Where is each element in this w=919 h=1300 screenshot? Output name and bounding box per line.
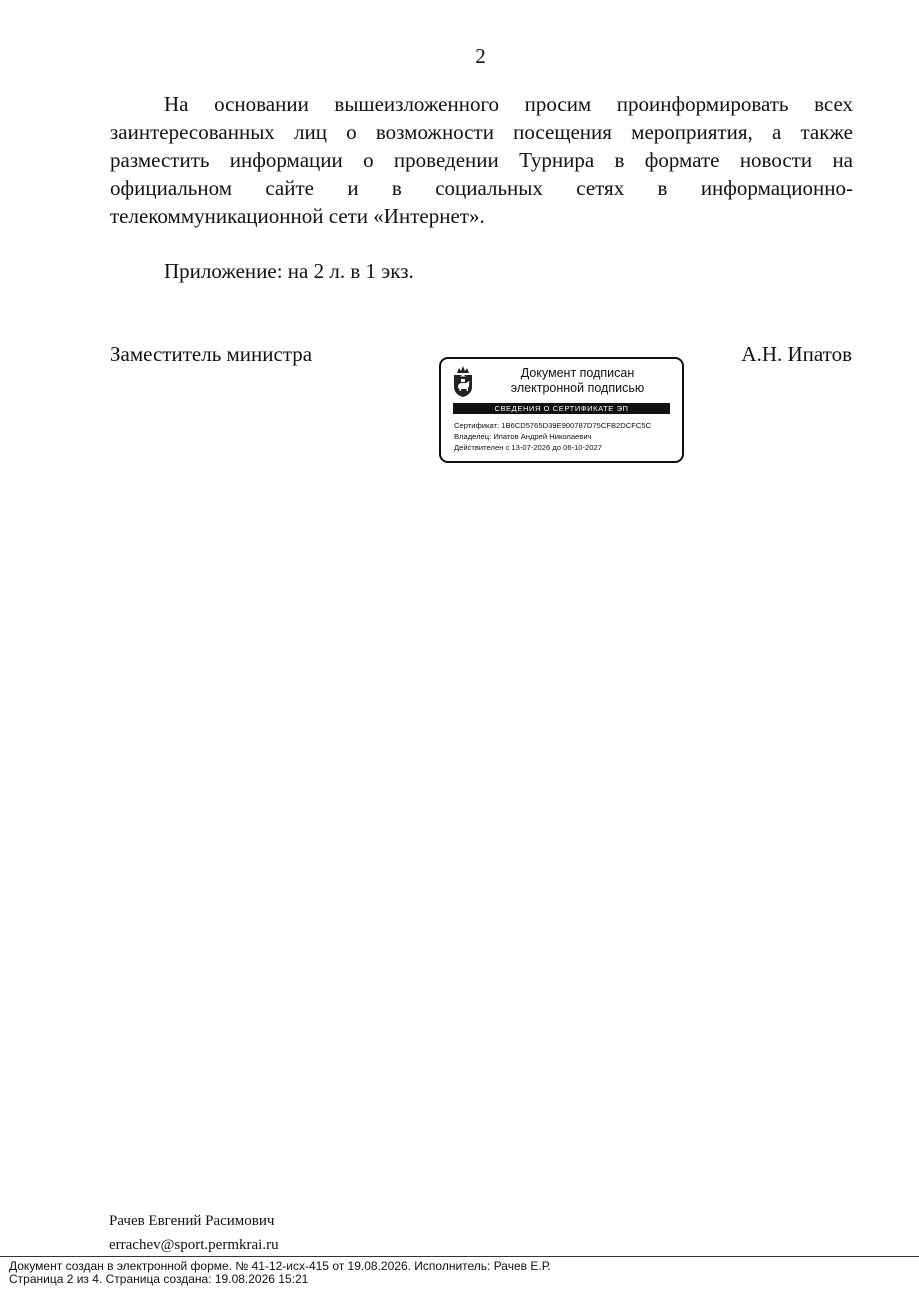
executor-email: errachev@sport.permkrai.ru	[109, 1237, 279, 1253]
stamp-certificate-header: СВЕДЕНИЯ О СЕРТИФИКАТЕ ЭП	[453, 403, 670, 414]
stamp-title	[481, 366, 674, 396]
electronic-signature-stamp	[439, 357, 684, 463]
body-paragraph: На основании вышеизложенного просим проинформировать всех заинтересованных лиц о возможности посещения мероприятия, а также разместить информации о проведении Турнира в формате новости на официальном сайте и в социальных сетях в информационно-телекоммуникационной сети «Интернет».	[110, 92, 853, 228]
signer-name: А.Н. Ипатов	[741, 342, 852, 366]
executor-name: Рачев Евгений Расимович	[109, 1213, 275, 1229]
page-number: 2	[475, 44, 486, 68]
stamp-certificate: Сертификат: 1B6CD5765D39E900787D75CFB2DCFC5C	[454, 421, 652, 430]
footer-divider	[0, 1256, 919, 1257]
stamp-details	[454, 420, 651, 453]
stamp-title-line2: электронной подписью	[510, 381, 645, 395]
body-text	[110, 90, 853, 230]
perm-krai-coat-of-arms-icon	[452, 364, 474, 398]
attachment-note: Приложение: на 2 л. в 1 экз.	[164, 259, 414, 283]
stamp-owner: Владелец: Ипатов Андрей Николаевич	[454, 432, 592, 441]
stamp-title-line1: Документ подписан	[520, 366, 635, 380]
footer-line2: Страница 2 из 4. Страница создана: 19.08.2026 15:21	[9, 1272, 309, 1286]
stamp-validity: Действителен с 13-07-2026 до 06-10-2027	[454, 443, 602, 452]
footer-line1: Документ создан в электронной форме. № 41-12-исх-415 от 19.08.2026. Исполнитель: Рачев Е.Р.	[9, 1259, 551, 1273]
footer	[9, 1260, 551, 1286]
signer-position: Заместитель министра	[110, 342, 313, 366]
